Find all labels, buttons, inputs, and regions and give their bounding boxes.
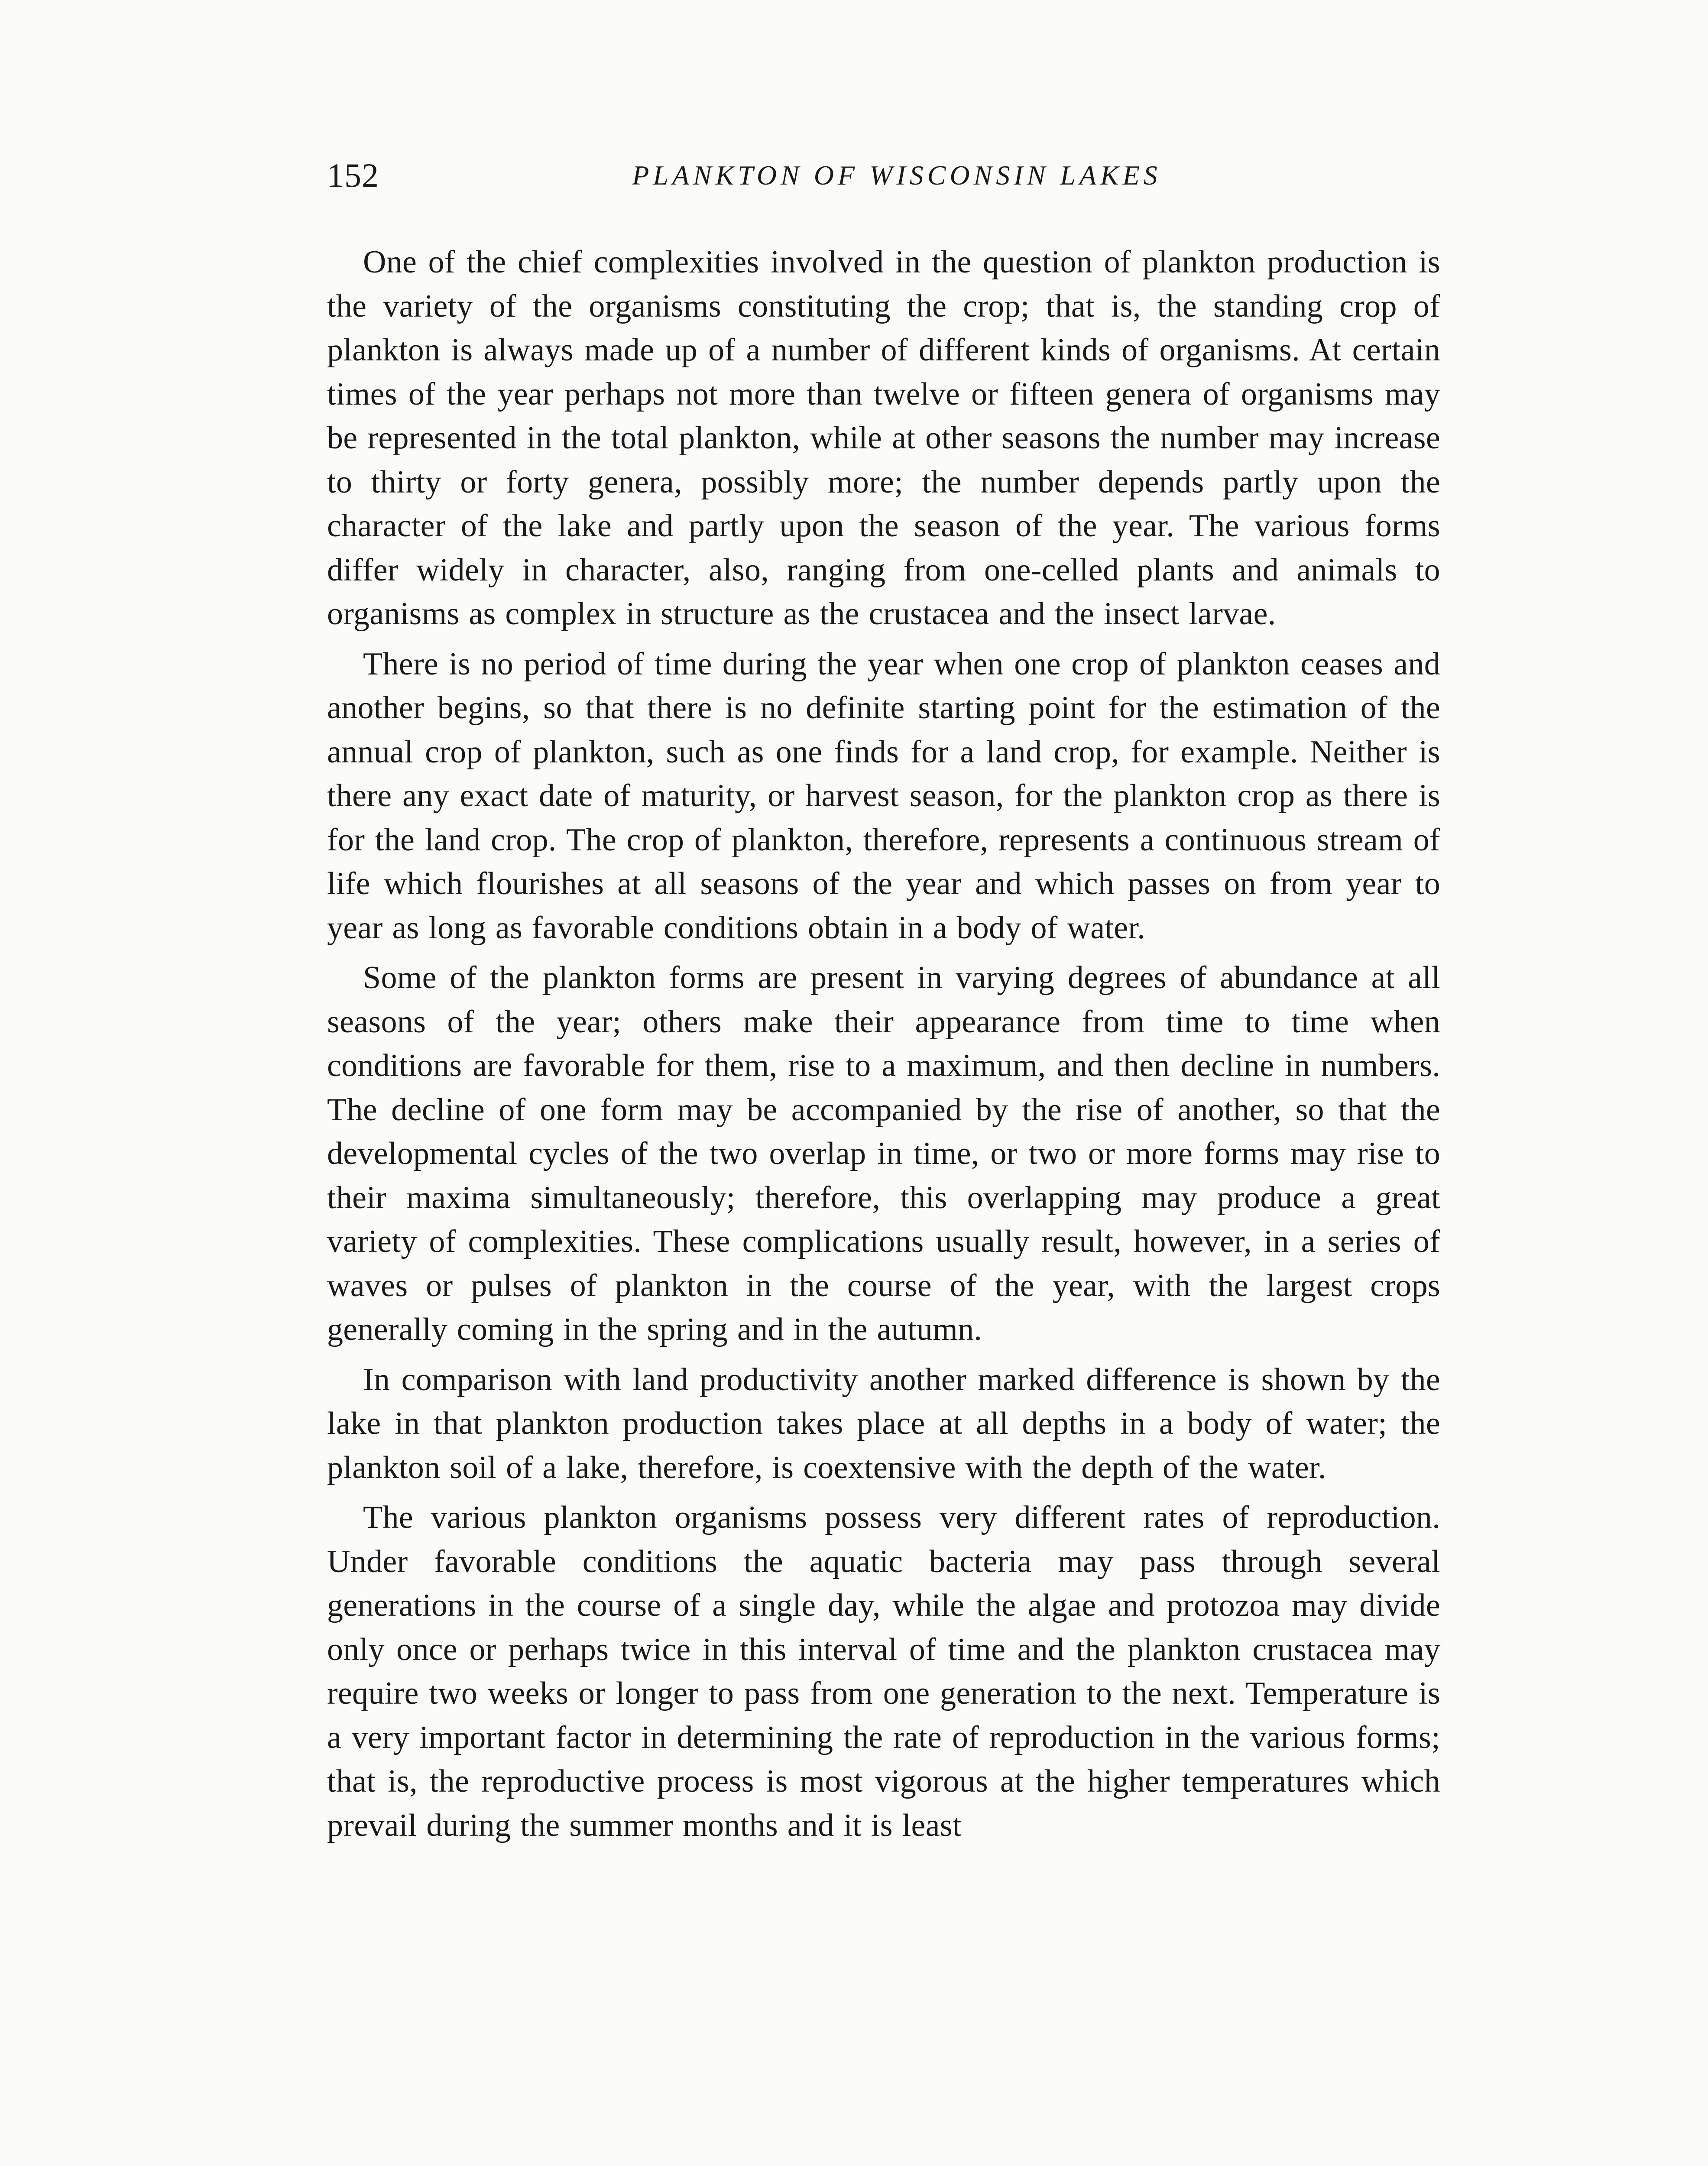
running-header [327,152,1440,208]
page-number: 152 [327,156,379,194]
paragraph-plankton-variety: One of the chief complexities involved in the question of plankton production is the variety of the organisms constituting the crop; that is, the standing crop of plankton is always made up of a number of different kinds of organisms. At certain times of the year perhaps not more than twelve or fifteen genera of organisms may be represented in the total plankton, while at other seasons the number may increase to thirty or forty genera, possibly more; the number depends partly upon the character of the lake and partly upon the season of the year. The various forms differ widely in character, also, ranging from one-celled plants and animals to organisms as complex in structure as the crustacea and the insect larvae. [327,244,1440,632]
paragraph-depth-production: In comparison with land productivity another marked difference is shown by the lake in that plankton production takes place at all depths in a body of water; the plankton soil of a lake, therefore, is coextensive with the depth of the water. [327,1362,1440,1485]
paragraph-seasonal-cycles: Some of the plankton forms are present in varying degrees of abundance at all seasons of the year; others make their appearance from time to time when conditions are favorable for them, rise to a maximum, and then decline in numbers. The decline of one form may be accompanied by the rise of another, so that the developmental cycles of the two overlap in time, or two or more forms may rise to their maxima simultaneously; therefore, this overlapping may produce a great variety of complexities. These complications usually result, however, in a series of waves or pulses of plankton in the course of the year, with the largest crops generally coming in the spring and in the autumn. [327,960,1440,1347]
body-text [327,240,1440,1854]
paragraph-reproduction-rates: The various plankton organisms possess very different rates of reproduction. Under favorable conditions the aquatic bacteria may pass through several generations in the course of a single day, while the algae and protozoa may divide only once or perhaps twice in this interval of time and the plankton crustacea may require two weeks or longer to pass from one generation to the next. Temperature is a very important factor in determining the rate of reproduction in the various forms; that is, the reproductive process is most vigorous at the higher temperatures which prevail during the summer months and it is least [327,1500,1440,1843]
running-title: PLANKTON OF WISCONSIN LAKES [632,160,1161,191]
paragraph-continuous-crop: There is no period of time during the year when one crop of plankton ceases and another begins, so that there is no definite starting point for the estimation of the annual crop of plankton, such as one finds for a land crop, for example. Neither is there any exact date of maturity, or harvest season, for the plankton crop as there is for the land crop. The crop of plankton, therefore, represents a continuous stream of life which flourishes at all seasons of the year and which passes on from year to year as long as favorable conditions obtain in a body of water. [327,646,1440,946]
